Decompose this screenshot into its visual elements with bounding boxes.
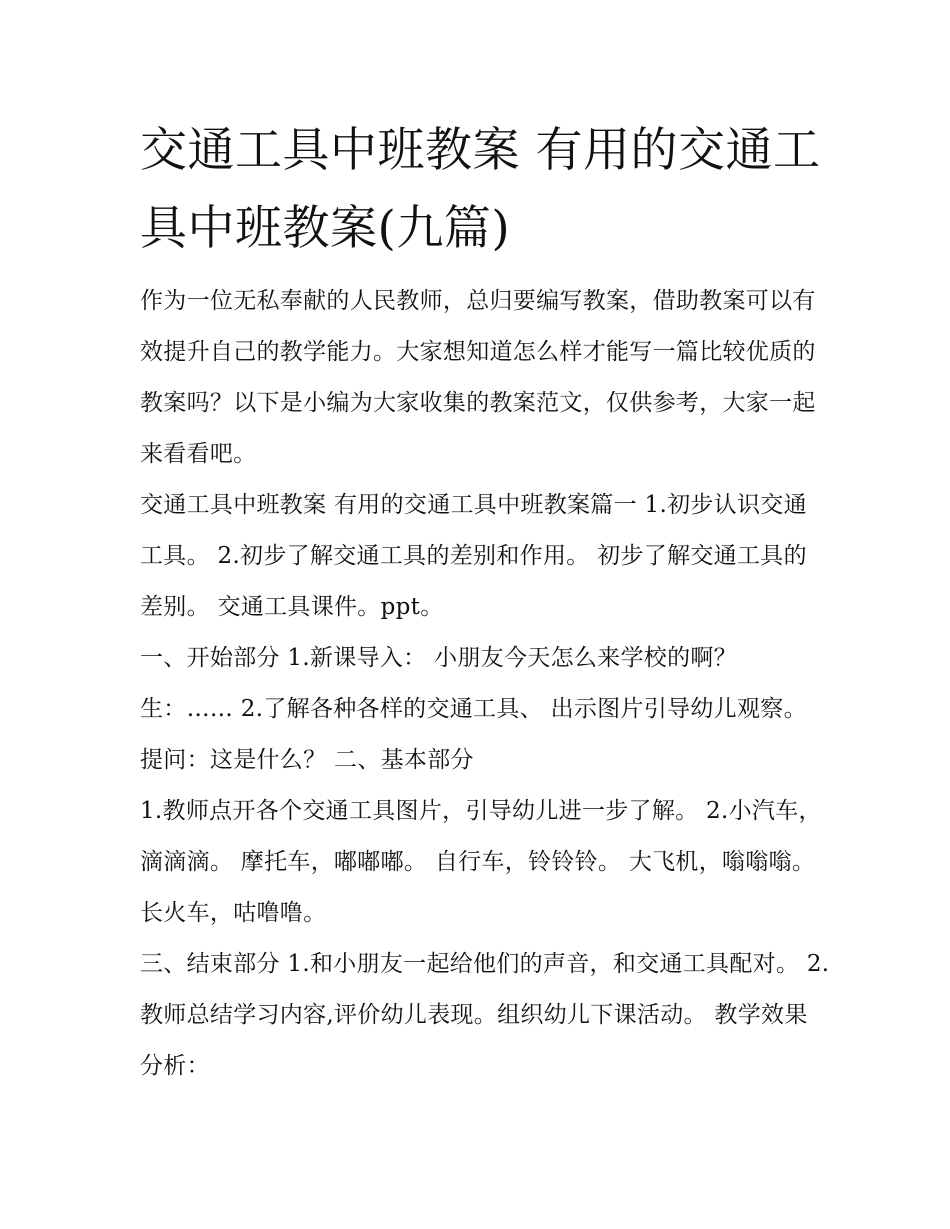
paragraph-end-section: 三、结束部分 1.和小朋友一起给他们的声音，和交通工具配对。 2.教师总结学习内容,评价幼儿表现。组织幼儿下课活动。 教学效果分析： [140,951,830,1079]
paragraph-intro: 作为一位无私奉献的人民教师，总归要编写教案，借助教案可以有效提升自己的教学能力。大家想知道怎么样才能写一篇比较优质的教案吗？以下是小编为大家收集的教案范文，仅供参考，大家一起来看看吧。 [140,288,816,467]
paragraph-start-section: 一、开始部分 1.新课导入： 小朋友今天怎么来学校的啊？生：…… 2.了解各种各样的交通工具、 出示图片引导幼儿观察。 提问：这是什么？ 二、基本部分 [140,645,807,773]
paragraph-objectives: 交通工具中班教案 有用的交通工具中班教案篇一 1.初步认识交通工具。 2.初步了解交通工具的差别和作用。 初步了解交通工具的差别。 交通工具课件。ppt。 [140,492,807,620]
document-title: 交通工具中班教案 有用的交通工具中班教案(九篇) [140,123,821,256]
paragraph-basic-section: 1.教师点开各个交通工具图片，引导幼儿进一步了解。 2.小汽车，滴滴滴。 摩托车，嘟嘟嘟。 自行车，铃铃铃。 大飞机，嗡嗡嗡。 长火车，咕噜噜。 [140,798,822,926]
